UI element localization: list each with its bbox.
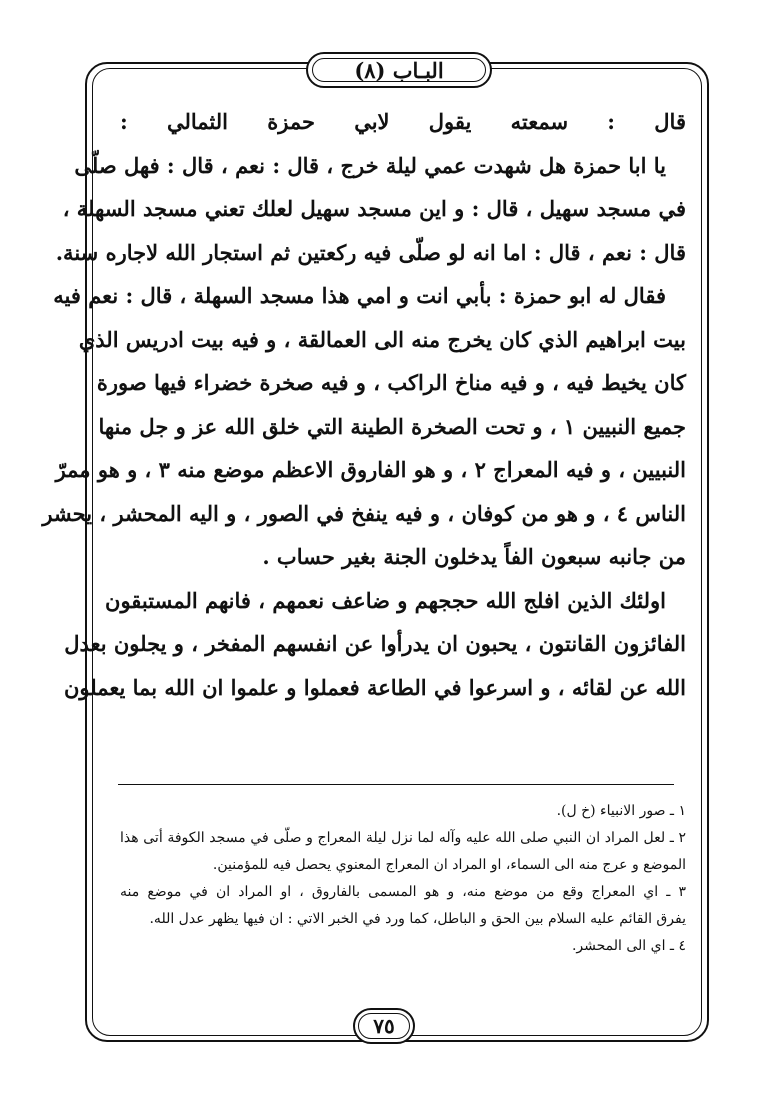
text-line-2: يا ابا حمزة هل شهدت عمي ليلة خرج ، قال : نعم ، قال : فهل صلّى xyxy=(74,152,666,178)
footnote-2: ٢ ـ لعل المراد ان النبي صلى الله عليه وآله لما نزل ليلة المعراج و صلّى في مسجد الكوفة أتى هذا xyxy=(120,830,686,846)
text-line-14: الله عن لقائه ، و اسرعوا في الطاعة فعملوا و علموا ان الله بما يعملون xyxy=(64,674,686,700)
text-line-13: الفائزون القانتون ، يحبون ان يدرأوا عن انفسهم المفخر ، و يجلون بعدل xyxy=(64,631,686,656)
text-line-7: كان يخيط فيه ، و فيه مناخ الراكب ، و فيه صخرة خضراء فيها صورة xyxy=(96,370,686,395)
text-line-8: جميع النبيين ١ ، و تحت الصخرة الطينة التي خلق الله عز و جل منها xyxy=(98,413,686,439)
footnotes xyxy=(120,800,686,962)
text-line-9: النبيين ، و فيه المعراج ٢ ، و هو الفاروق الاعظم موضع منه ٣ ، و هو ممرّ xyxy=(55,457,686,482)
footnote-divider xyxy=(118,784,674,785)
text-line-1: قال : سمعته يقول لابي حمزة الثمالي : xyxy=(120,109,686,134)
chapter-title: البـاب (٨) xyxy=(354,57,444,83)
text-line-12: اولئك الذين افلج الله حججهم و ضاعف نعمهم ، فانهم المستبقون xyxy=(105,587,666,613)
text-line-10: الناس ٤ ، و هو من كوفان ، و فيه ينفخ في الصور ، و اليه المحشر ، يحشر xyxy=(42,500,686,526)
footnote-1: ١ ـ صور الانبياء (خ ل). xyxy=(556,803,686,819)
footnote-2-cont: الموضع و عرج منه الى السماء، او المراد ان المعراج المعنوي يحصل فيه للمؤمنين. xyxy=(212,857,686,873)
text-line-5: فقال له ابو حمزة : بأبي انت و امي هذا مسجد السهلة ، قال : نعم فيه xyxy=(53,283,666,308)
footnote-4: ٤ ـ اي الى المحشر. xyxy=(571,938,686,954)
text-line-6: بيت ابراهيم الذي كان يخرج منه الى العمالقة ، و فيه بيت ادريس الذي xyxy=(78,326,686,352)
text-line-4: قال : نعم ، قال : اما انه لو صلّى فيه ركعتين ثم استجار الله لاجاره سنة. xyxy=(55,239,686,265)
page-number-badge xyxy=(353,1008,415,1044)
footnote-3: ٣ ـ اي المعراج وقع من موضع منه، و هو المسمى بالفاروق ، او المراد ان في موضع منه xyxy=(120,884,686,900)
text-line-3: في مسجد سهيل ، قال : و اين مسجد سهيل لعلك تعني مسجد السهلة ، xyxy=(62,196,686,221)
text-line-11: من جانبه سبعون الفاً يدخلون الجنة بغير حساب . xyxy=(262,544,686,569)
footnote-3-cont: يفرق القائم عليه السلام بين الحق و الباطل، كما ورد في الخبر الاتي : ان فيها يظهر عدل الله. xyxy=(149,911,686,927)
chapter-title-badge xyxy=(306,52,492,88)
page-number: ٧٥ xyxy=(373,1014,395,1038)
main-text xyxy=(42,108,686,717)
